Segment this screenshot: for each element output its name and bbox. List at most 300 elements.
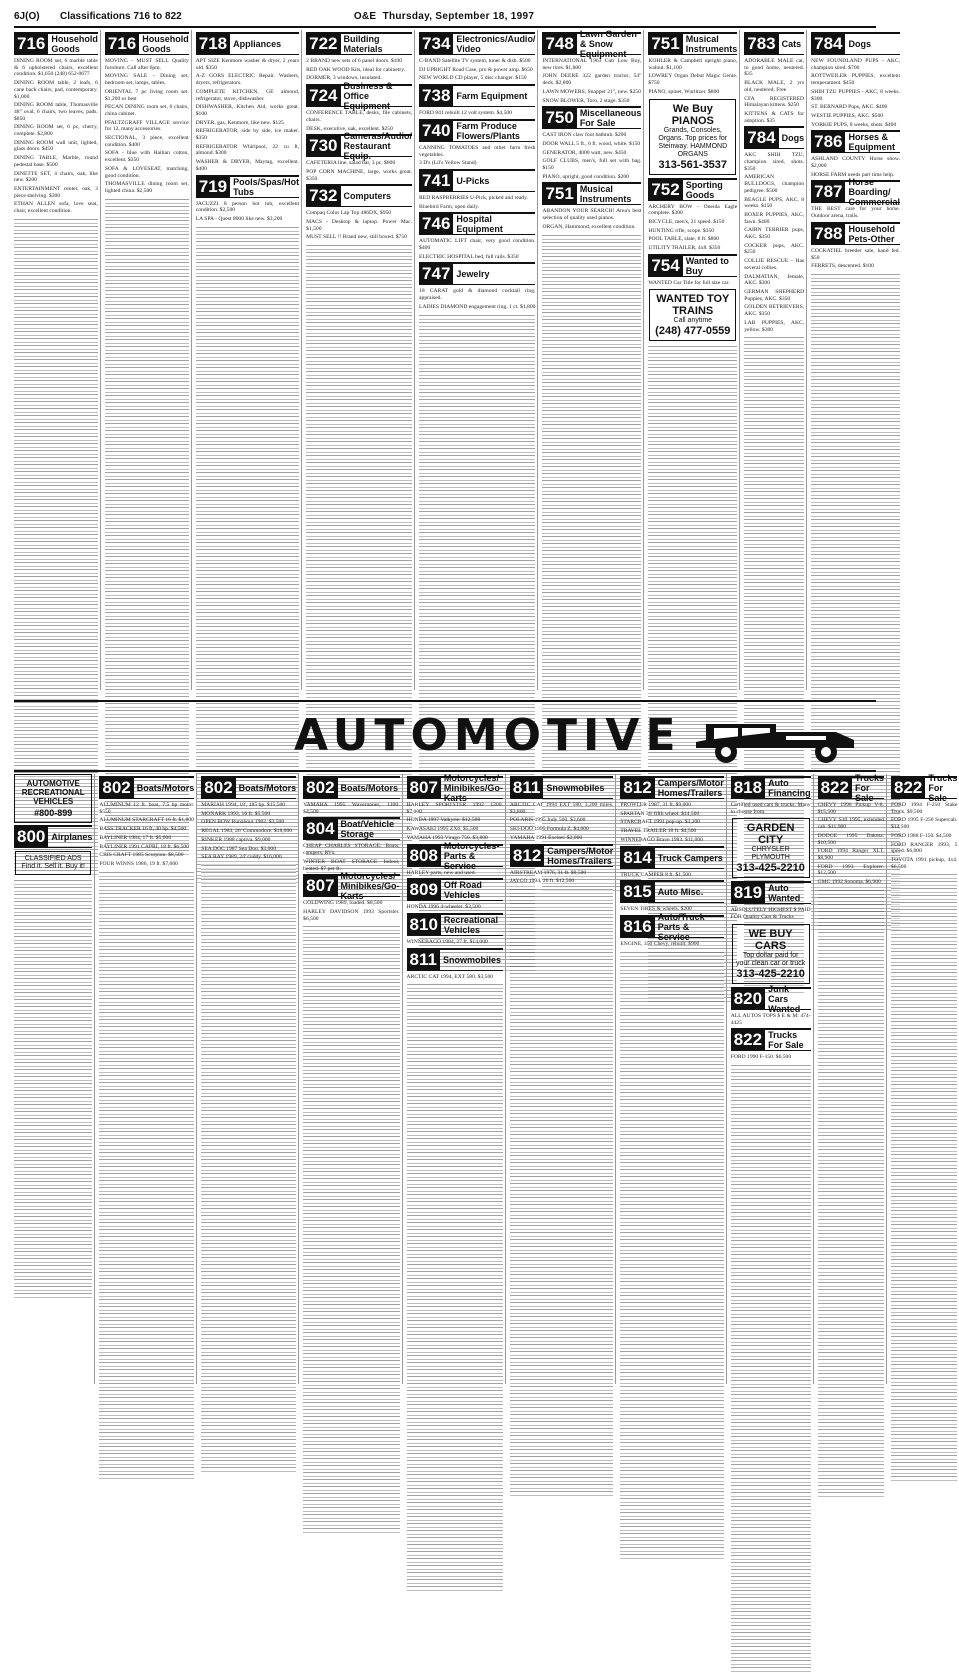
classified-column [306,30,415,690]
classified-ad: WANTED Car Title for full size car. [648,279,730,286]
display-ad-big: WANTED TOY TRAINS [656,293,730,318]
classified-ad: REFRIGERATOR Whirlpool, 22 cu ft, almond. $300 [195,143,300,157]
classified-ad: JOHN DEERE 322 garden tractor, 54" deck. $2,800 [542,73,642,87]
classified-ad: TOYOTA 1991 pickup, 4x4. $6,500 [890,856,958,870]
section-title: Auto Misc. [657,887,704,898]
classified-ad: AMERICAN BULLDOGS, champion pedigree. $500 [744,174,805,194]
section-number: 812 [620,778,654,798]
section-number: 748 [542,34,576,54]
classified-ad: 3 D's (Lil's Yellow Stand) [419,160,477,167]
classified-ad: Compaq Color Lap Top 486DX, $950 [306,210,392,217]
display-ad-phone: 313-561-3537 [658,158,728,171]
section-number: 740 [419,121,453,141]
section-title: Off Road Vehicles [443,880,482,901]
classified-ad: LOWREY Organ Debut Magic Genie. $750 [648,73,738,87]
section-header [105,32,189,55]
section-header [818,773,884,803]
section-number: 746 [419,214,453,234]
classified-ad: LA SPA - Quest 8000 like new. $3,200 [195,215,283,222]
classified-ad: 2 BRAND new sets of 6 panel doors. $100 [306,58,403,64]
classified-ad: PIANO, upright, good condition. $200 [542,173,629,180]
classified-ad: BLACK MALE, 2 yrs old, neutered. Free [744,80,805,93]
section-header [731,1028,811,1051]
classified-ad: ROTTWEILER PUPPIES, excellent temperament. $450 [811,73,900,87]
section-title: Cats [781,39,802,49]
section-title: Motorcycles/ Minibikes/Go-Karts [340,871,400,902]
classified-ad: Bluebird Farm, open daily. [419,203,480,210]
classified-ad: C-BAND Satellite TV system, tuner & dish. $500 [419,58,531,64]
section-title: Miscellaneous For Sale [579,108,642,129]
section-header [542,182,641,205]
automotive-banner [14,700,876,772]
section-number: 809 [407,880,441,900]
classified-ad: HARLEY SPORTSTER 1992 1200. $7,000 [406,802,503,815]
column-text-fill [303,924,399,1534]
section-title: Electronics/Audio/ Video [456,34,536,54]
display-ad-phone: 313-425-2210 [736,862,805,875]
classified-ad: INTERNATIONAL 1963 Cub Low Boy, new tires. $1,800 [542,58,642,71]
section-header [419,169,535,192]
section-title: Dogs [781,133,805,144]
classified-ad: MOVING SALE - Dining set, bedroom set, lamps, tables. [104,73,189,87]
classified-ad: DRYER, gas, Kenmore, like new. $125 [195,119,284,126]
classified-ad: CHEAP CHARLES STORAGE. Boats, campers, RVs. [303,843,400,857]
column-text-fill [510,887,613,1497]
section-header [542,29,641,59]
sidebar-column [14,774,95,1384]
classified-ad: GENERATOR, 4000 watt, new. $450 [542,149,627,156]
logo-line-3: VEHICLES [33,797,74,806]
section-header [306,184,412,207]
section-number: 800 [14,827,48,847]
section-title: Household Pets-Other [848,223,895,244]
classified-ad: POP CORN MACHINE, large, works great. $350 [306,168,413,182]
section-title: Campers/Motor Homes/Trailers [657,778,724,798]
classified-ad: MUST SELL !! Brand new, still boxed. $750 [306,234,407,241]
classified-ad: SOFA - blue with Haitian cotton, excellent. $350 [104,150,189,164]
classified-ad: HONDA 1996 4-wheeler. $3,500 [406,904,481,911]
classified-ad: ETHAN ALLEN sofa, love seat, chair, excellent condition. [14,201,98,215]
classified-ad: WASHER & DRYER, Maytag, excellent. $400 [195,159,300,172]
section-title: Auto/Truck Parts & Service [657,911,705,942]
antique-car-icon [686,706,866,766]
classified-column [542,30,644,690]
classified-ad: WINTER BOAT STORAGE Indoor, heated. $7 per ft. [303,858,400,872]
section-title: Musical Instruments [579,184,632,205]
classified-ad: NEW FOUNDLAND PUPS - AKC, champion sired. $700 [811,58,900,71]
column-text-fill [407,982,503,1592]
classified-ad: SHIH TZU PUPPIES - AKC, 8 weeks. $300 [811,88,900,102]
section-number: 722 [306,34,340,54]
section-number: 819 [731,883,765,903]
classified-ad: COMPLETE KITCHEN, GE almond, refrigerator, stove, dishwasher. [195,88,300,102]
classified-ad: BAYLINER 1984, 17 ft. $5,000 [99,834,172,841]
section-number: 788 [811,224,845,244]
display-ad [732,818,810,878]
classified-ad: SEA RAY 1989, 24' cuddy. $16,000 [201,854,282,861]
classified-ad: HONDA 1997 Valkyrie. $12,500 [406,817,481,824]
section-title: Horses & Equipment [848,132,895,153]
classified-ad: ORIENTAL 7 pc living room set. $1,200 or best [104,88,189,102]
section-header [419,262,535,285]
classified-ad: CAIRN TERRIER pups, AKC. $350 [744,227,805,241]
section-header [306,81,412,112]
section-header [811,130,900,153]
section-title: Computers [343,191,392,202]
classified-ad: WINNEBAGO 1984, 27 ft. $14,000 [406,938,488,945]
section-header [303,776,399,799]
section-number: 822 [818,778,852,798]
section-header [510,844,613,867]
classified-ad: FORD 1994 F-250 Stake Truck. $9,500 [890,802,958,815]
classified-slogan [15,851,91,875]
section-number: 811 [407,950,440,970]
classified-ad: OPEN BOW Runabout 1982. $3,500 [201,819,285,826]
classified-ad: DISHWASHER, Kitchen Aid, works great. $100 [195,104,300,117]
page-number: 6J(O) [14,11,40,22]
section-header [419,119,535,142]
classified-column [811,30,902,690]
section-header [306,32,412,55]
classified-ad: CRIS CRAFT 1985 Scorpion. $8,500 [99,852,184,859]
classified-ad: YORKIE PUPS, 8 weeks, shots. $400 [811,121,897,128]
classified-ad: DINING ROOM table, Thomasville 48" oval, 6 chairs, two leaves, pads. $850 [14,102,98,122]
section-header [510,776,613,799]
section-number: 734 [419,34,453,54]
section-title: Trucks For Sale [854,773,884,803]
section-header [14,825,92,848]
classified-ad: SEA DOC 1987 Sea Doo. $3,000 [201,845,277,852]
classified-ad: POLARIS 1995 Indy 500. $3,600 [509,817,586,824]
section-header [201,776,296,799]
display-ad-sm: Call anytime [673,317,713,325]
classified-column [201,774,299,1384]
classified-ad: NEW WORLD CD player, 5 disc changer. $150 [419,75,527,82]
section-header [306,131,413,162]
classified-ad: FERRETS, descented. $100 [811,263,874,270]
classified-ad: COCKATIEL breeder sale, hand fed. $50 [811,247,900,261]
display-ad-phone: 313-425-2210 [736,967,805,980]
classified-ad: LAWN MOWERS, Snapper 21", new. $250 [542,88,641,95]
classified-ad: KAWASAKI 1995 ZX6. $5,500 [406,826,479,833]
display-ad-sm: CHRYSLER PLYMOUTH [751,846,790,862]
column-text-fill [891,872,957,1482]
section-number: 814 [620,848,654,868]
classified-ad: HORSE FARM needs part time help. [811,171,895,178]
column-text-fill [201,863,296,1473]
column-text-fill [620,950,723,1560]
section-number: 802 [303,778,337,798]
display-ad-big: WE BUY CARS [748,927,793,952]
classified-ad: ALUMINUM 12 ft. boat, 7.5 hp motor. $550 [99,802,195,815]
classified-ad: HUNTING rifle, scope. $350 [648,227,715,234]
section-title: Airplanes [51,832,93,842]
classified-ad: ELECTRIC HOSPITAL bed, full rails. $350 [419,253,519,260]
section-number: 724 [306,86,340,106]
classified-ad: GOLDWING 1989, loaded. $8,500 [303,900,383,907]
section-header [407,840,503,871]
section-title: U-Picks [456,175,490,186]
classified-ad: ABANDON YOUR SEARCH! Area's best selection of quality used pianos. [542,208,642,222]
section-title: Auto Financing [768,778,811,798]
classified-ad: DORMER, 3 windows, insulated. [306,75,382,82]
classified-ad: SOFA & LOVESEAT, matching, good condition. [104,165,189,179]
classified-ad: ARCHERY BOW - Oneida Eagle complete. $300 [648,203,738,217]
classified-ad: REGAL 1983, 26' Commodore. $18,000 [201,828,293,835]
section-number: 783 [744,34,778,54]
column-text-fill [818,888,884,1498]
section-number: 750 [542,108,576,128]
classified-ad: REFRIGERATOR, side by side, ice maker. $350 [195,128,300,142]
classified-ad: TRUCK CAMPER 8 ft. $1,500 [620,871,691,878]
section-header [731,983,811,1014]
display-ad-phone: (248) 477-0559 [655,325,731,338]
classified-column [510,774,616,1384]
classified-ad: ABSOLUTELY HIGHEST $ PAID FOR Quality Cars & Trucks [730,907,811,921]
section-title: Household Goods [51,34,98,54]
classified-ad: ST. BERNARD Pups, AKC. $400 [811,104,888,111]
section-header [419,32,535,55]
section-number: 752 [648,180,682,200]
section-number: 738 [419,86,453,106]
automotive-logo [14,774,92,823]
section-title: Motorcycles- Parts & Service [443,840,500,871]
section-title: Lawn Garden & Snow Equipment [579,29,637,59]
classified-ad: SKI-DOO 1995 Formula Z. $4,000 [509,826,589,833]
classified-ad: 18 CARAT gold & diamond cocktail ring, appraised. [419,288,536,302]
classified-ad: FORD 1993 Explorer. $12,500 [817,863,884,877]
classified-ad: ENTERTAINMENT center, oak, 3 piece shelving. $300 [14,185,98,199]
section-number: 732 [306,186,340,206]
classified-ad: ARCTIC CAT 1994 EXT 580, 3,200 miles. $3,800 [509,802,614,815]
classified-ad: RED OAK WOOD Kits, ideal for cabinetry. [306,66,406,73]
section-number: 811 [510,778,543,798]
classified-column [731,774,814,1384]
section-header [648,178,737,201]
classified-ad: FORD RANGER 1993, 5 speed. $6,000 [890,841,958,855]
section-header [811,177,901,208]
section-header [620,880,723,903]
classified-column [818,774,887,1384]
classified-ad: TRAVEL TRAILER 18 ft. $4,500 [620,828,697,835]
section-number: 822 [731,1030,765,1050]
display-ad-big: GARDEN CITY [746,822,795,847]
section-header [731,776,811,799]
classified-ad: GMC 1992 Sonoma. $6,900 [817,879,881,886]
section-number: 802 [201,778,235,798]
section-number: 718 [196,34,230,54]
classified-ad: YAMAHA 1991 Exciter. $2,000 [509,834,583,841]
classified-ad: CANNING TOMATOES and other farm fresh vegetables. [419,144,536,158]
classified-column [744,30,807,690]
section-title: Pools/Spas/Hot Tubs [233,176,300,197]
classified-ad: MARIAH 1994, 18', 185 hp. $15,500 [201,802,286,808]
section-header [196,32,299,55]
section-title: Sporting Goods [685,179,723,200]
section-title: Household Goods [142,34,189,54]
classified-ad: FOUR WINNS 1986, 19 ft. $7,000 [99,860,178,867]
section-header [811,222,900,245]
classified-ad: CFA REGISTERED Himalayan kittens. $250 [744,95,805,109]
classified-ad: RED RASPBERRIES U-Pick, picked and ready. [419,194,528,201]
section-title: Snowmobiles [546,783,605,793]
section-header [196,175,299,198]
section-number: 818 [731,778,765,798]
section-number: 812 [510,846,544,866]
display-ad-big: We Buy PIANOS [671,102,714,127]
classified-ad: BASS TRACKER 16 ft, 40 hp. $4,500 [99,826,187,833]
display-ad [649,99,736,175]
classified-ad: YAMAHA 1995 Waverunner, 1100. $4,500 [303,802,400,815]
section-number: 741 [419,171,453,191]
classified-ad: RINKER 1988 captiva. $9,000 [201,836,271,843]
section-header [407,948,503,971]
section-header [648,254,737,277]
classified-ad: WINNEBAGO Brave 1983. $11,000 [620,836,703,843]
classified-column [620,774,726,1384]
section-number: 807 [303,876,337,896]
section-number: 807 [407,778,441,798]
classified-ad: SPARTAN 36' fifth wheel. $14,500 [620,810,700,817]
classified-ad: ORGAN, Hammond, excellent condition. [542,223,636,230]
section-number: 719 [196,177,230,197]
section-number: 716 [14,34,48,54]
classified-ad: FORD 1988 F-150. $4,500 [890,832,952,839]
classified-ad: FORD 841 rebuilt 12 volt system. $4,500 [419,110,512,117]
section-title: Trucks For Sale [928,773,958,803]
classified-ad: BEAGLE PUPS, AKC, 8 weeks. $150 [744,196,805,210]
classified-ad: PECAN DINING room set, 6 chairs, china cabinet. [104,104,189,117]
classified-ad: SECTIONAL, 3 piece, excellent condition. $400 [104,135,189,148]
classified-ad: DINETTE SET, 4 chairs, oak, like new. $200 [14,170,98,184]
classified-ad: LADIES DIAMOND engagement ring, 1 ct. $1,800 [419,303,536,310]
section-title: Farm Produce Flowers/Plants [456,120,520,141]
classified-column [303,774,402,1384]
section-title: Musical Instruments [685,34,738,54]
classified-ad: PROWLER 1987, 31 ft. $9,000 [620,802,692,808]
logo-phone: #800-899 [34,808,73,818]
bottom-classified-grid [14,773,958,1384]
paper-title: O&E [353,11,377,22]
section-header [620,776,723,799]
classified-ad: Certified used cars & trucks. Many to choose from. [730,802,811,815]
classified-ad: DINING ROOM set, 6 marble table & 6 upholstered chairs, excellent condition. $1,650 (248) 652-0677 [14,58,98,78]
section-header [303,817,399,840]
classified-ad: STARCRAFT 1991 pop-up. $3,200 [620,819,701,826]
classified-ad: AUTOMATIC LIFT chair, very good condition. $400 [419,238,536,252]
classified-column [14,30,101,690]
classified-ad: PFALTZGRAFF VILLAGE service for 12, many accessories. [104,119,189,133]
section-title: Hospital Equipment [456,214,503,235]
classified-ad: CAST IRON claw foot bathtub. $200 [542,132,627,139]
section-number: 730 [306,136,340,156]
section-header [303,871,400,902]
section-title: Trucks For Sale [768,1030,804,1051]
classified-ad: DESK, executive, oak, excellent. $250 [306,125,393,132]
classified-ad: DINING ROOM wall unit, lighted, glass doors. $450 [14,139,98,153]
classified-ad: THOMASVILLE dining room set, lighted china. $2,500 [104,181,189,194]
classified-ad: POOL TABLE, slate, 8 ft. $800 [648,236,720,243]
section-header [542,106,641,129]
section-number: 816 [620,917,654,937]
section-header [811,32,900,55]
section-header [620,911,723,942]
section-title: Farm Equipment [456,91,528,102]
section-title: Snowmobiles [442,954,501,965]
classified-column [648,30,740,690]
column-text-fill [99,870,194,1480]
classified-ad: HARLEY DAVIDSON 1993 Sportster. $6,500 [303,908,400,922]
classified-ad: UTILITY TRAILER, 4x8. $350 [648,245,721,252]
classified-ad: JACUZZI 8 person hot tub, excellent condition. $2,500 [195,200,300,214]
section-title: Dogs [848,39,871,49]
section-header [419,84,535,107]
section-title: Truck Campers [657,852,723,863]
section-number: 751 [542,184,576,204]
classified-ad: MACS - Desktop & laptop. Power Mac. $1,500 [306,219,413,232]
classified-ad: WESTIE PUPPIES, AKC. $500 [811,112,884,119]
section-title: Auto Wanted [768,883,801,904]
section-number: 784 [744,128,778,148]
section-number: 754 [648,256,682,276]
slogan-text: CLASSIFIED ADS Find it. Sell it. Buy it! [21,855,85,870]
section-title: Recreational Vehicles [443,914,498,935]
classified-ad: DINING TABLE, Marble, round pedestal base. $500 [14,155,98,168]
classified-ad: CHEVY 1996 Pickup V-8. $15,500 [817,802,884,815]
section-title: Appliances [233,39,282,49]
classified-ad: HARLEY parts, new and used. [406,869,476,876]
section-header [744,126,804,149]
classified-ad: ALUMINUM STARCRAFT 16 ft. $1,800 [99,817,194,824]
classified-ad: JAYCO 1994, 26 ft. $12,500 [509,878,575,885]
section-header [648,32,737,55]
section-title: Horse Boarding/ Commercial [848,177,901,208]
classified-ad: SNOW BLOWER, Toro, 2 stage. $350 [542,97,630,104]
section-number: 815 [620,882,654,902]
classified-ad: DJ UPRIGHT Road Case, pro & power amp. $650 [419,66,533,73]
classified-ad: ENGINE, 350 Chevy, rebuilt. $900 [620,940,700,947]
section-title: Business & Office Equipment [343,81,393,112]
section-number: 810 [407,915,441,935]
section-header [419,212,535,235]
classified-column [196,30,302,690]
classified-ad: ADORABLE MALE cat, to good home, neutered. $35 [744,58,805,78]
classified-ad: BAYLINER 1991 CAPRI, 18 ft. $6,500 [99,843,189,850]
classified-ad: YAMAHA 1993 Virago 750. $3,800 [406,834,488,841]
section-header [731,881,811,904]
classified-ad: ARCTIC CAT 1994, EXT 580. $3,500 [406,973,494,980]
section-number: 822 [891,778,925,798]
section-number: 751 [648,34,682,54]
section-header [891,773,958,803]
classified-ad: DODGE 1995 Dakota. $10,500 [817,832,884,846]
column-text-fill [14,878,92,1298]
classified-ad: GERMAN SHEPHERD Puppies, AKC. $350 [744,288,805,302]
classified-ad: AIRSTREAM 1976, 31 ft. $9,500 [509,869,587,876]
paper-name [214,11,674,22]
classified-ad: COLLIE RESCUE - Has several collies. [744,258,805,271]
classified-ad: SEVEN TIRES & wheels. $200 [620,906,692,913]
logo-line-1: AUTOMOTIVE [26,779,80,788]
display-ad-sm: Grands, Consoles, Organs. Top prices for Steinway. HAMMOND ORGANS [658,126,728,158]
section-title: Boats/Motors [136,783,195,793]
section-number: 784 [811,34,845,54]
classified-ad: THE BEST care for your horse. Outdoor arena, trails. [811,206,900,220]
section-title: Campers/Motor Homes/Trailers [547,845,614,866]
section-number: 808 [407,846,441,866]
classified-column [419,30,538,690]
classified-ad: FORD 1990 F-150. $6,500 [730,1054,792,1061]
